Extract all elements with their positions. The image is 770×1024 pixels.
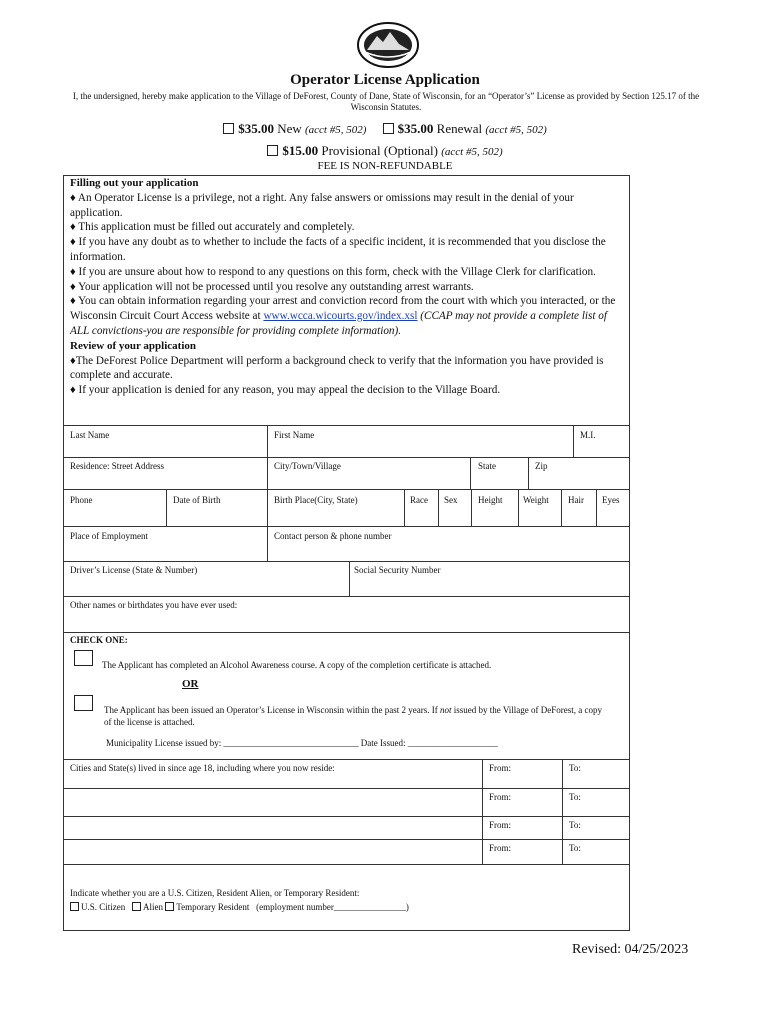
village-of-deforest-seal-icon bbox=[357, 22, 419, 68]
ssn-label: Social Security Number bbox=[354, 565, 441, 575]
alien-checkbox[interactable] bbox=[132, 902, 141, 911]
village-logo bbox=[357, 22, 419, 68]
instruction-2: ♦ This application must be filled out accurately and completely. bbox=[70, 221, 355, 234]
citizen-options bbox=[70, 902, 409, 912]
prior-license-not: not bbox=[439, 705, 452, 715]
fee-nonrefundable: FEE IS NON-REFUNDABLE bbox=[317, 160, 453, 172]
state-label: State bbox=[478, 461, 496, 471]
employment-number: (employment number________________) bbox=[256, 902, 409, 912]
instruction-4: ♦ If you are unsure about how to respond to any questions on this form, check with the Village Clerk for clarification. bbox=[70, 265, 596, 278]
alien-label: Alien bbox=[143, 902, 163, 912]
prior-license-text-a: The Applicant has been issued an Operator’s License in Wisconsin within the past 2 years. If bbox=[104, 705, 440, 715]
birth-place-label: Birth Place(City, State) bbox=[274, 495, 358, 505]
first-name-label: First Name bbox=[274, 430, 315, 440]
mi-label: M.I. bbox=[580, 430, 596, 440]
instruction-6-note: (CCAP may not provide a complete list of ALL convictions-you are responsible for providing complete information). bbox=[70, 310, 607, 337]
instruction-6-text: ♦ You can obtain information regarding your arrest and conviction record from the court with which you interacted, or the Wisconsin Circuit Court Access website at bbox=[70, 295, 616, 323]
instructions-heading-1: Filling out your application bbox=[70, 177, 199, 189]
hair-label: Hair bbox=[568, 495, 584, 505]
from-label-4: From: bbox=[489, 843, 512, 853]
new-acct: (acct #5, 502) bbox=[305, 124, 367, 136]
new-amount: $35.00 bbox=[238, 121, 274, 136]
instructions-heading-2: Review of your application bbox=[70, 339, 196, 352]
prov-amount: $15.00 bbox=[282, 143, 319, 158]
us-citizen-label: U.S. Citizen bbox=[81, 902, 126, 912]
us-citizen-checkbox[interactable] bbox=[70, 902, 79, 911]
from-label-3: From: bbox=[489, 820, 512, 830]
temp-resident-label: Temporary Resident bbox=[176, 902, 250, 912]
last-name-label: Last Name bbox=[70, 430, 110, 440]
instruction-3: ♦ If you have any doubt as to whether to include the facts of a specific incident, it is recommended that you disclose the information. bbox=[70, 236, 606, 263]
from-label-2: From: bbox=[489, 792, 512, 802]
revised-date: Revised: 04/25/2023 bbox=[572, 942, 689, 957]
residence-label: Cities and State(s) lived in since age 18, including where you now reside: bbox=[70, 763, 335, 773]
page-title: Operator License Application bbox=[290, 72, 480, 88]
new-checkbox[interactable] bbox=[223, 123, 234, 134]
renewal-acct: (acct #5, 502) bbox=[485, 124, 547, 136]
provisional-checkbox[interactable] bbox=[267, 145, 278, 156]
temp-resident-checkbox[interactable] bbox=[165, 902, 174, 911]
alcohol-course-checkbox[interactable] bbox=[74, 650, 93, 666]
sex-label: Sex bbox=[444, 495, 458, 505]
intro-text: I, the undersigned, hereby make application to the Village of DeForest, County of Dane, State of Wisconsin, for an “Operator’s” License as provided by Section 125.17 of the Wisconsin Statutes. bbox=[72, 91, 700, 112]
prior-license-checkbox[interactable] bbox=[74, 695, 93, 711]
phone-label: Phone bbox=[70, 495, 93, 505]
renewal-amount: $35.00 bbox=[397, 121, 434, 136]
ccap-link[interactable]: www.wcca.wicourts.gov/index.xsl bbox=[263, 310, 418, 323]
prior-license-text-b: issued by the Village of DeForest, a copy of the license is attached. bbox=[104, 705, 603, 727]
instruction-6 bbox=[70, 294, 626, 338]
fee-row-1 bbox=[0, 121, 770, 137]
from-label-1: From: bbox=[489, 763, 512, 773]
weight-label: Weight bbox=[523, 495, 549, 505]
renewal-checkbox[interactable] bbox=[383, 123, 394, 134]
renewal-label: Renewal bbox=[436, 121, 483, 136]
instructions bbox=[70, 176, 626, 398]
new-label: New bbox=[277, 121, 302, 136]
dob-label: Date of Birth bbox=[173, 495, 221, 505]
address-label: Residence: Street Address bbox=[70, 461, 164, 471]
zip-label: Zip bbox=[535, 461, 548, 471]
check-one-heading: CHECK ONE: bbox=[70, 635, 128, 645]
height-label: Height bbox=[478, 495, 503, 505]
or-label: OR bbox=[182, 678, 199, 690]
to-label-1: To: bbox=[569, 763, 581, 773]
to-label-2: To: bbox=[569, 792, 581, 802]
other-names-label: Other names or birthdates you have ever used: bbox=[70, 600, 238, 610]
contact-label: Contact person & phone number bbox=[274, 531, 392, 541]
instruction-7: ♦The DeForest Police Department will perform a background check to verify that the information you have provided is complete and accurate. bbox=[70, 354, 604, 382]
license-label: Driver’s License (State & Number) bbox=[70, 565, 198, 575]
instruction-1: ♦ An Operator License is a privilege, not a right. Any false answers or omissions may result in the denial of your application. bbox=[70, 191, 574, 219]
to-label-4: To: bbox=[569, 843, 581, 853]
prov-label: Provisional (Optional) bbox=[321, 143, 438, 158]
prov-acct: (acct #5, 502) bbox=[441, 146, 503, 158]
eyes-label: Eyes bbox=[602, 495, 620, 505]
citizen-question: Indicate whether you are a U.S. Citizen, Resident Alien, or Temporary Resident: bbox=[70, 888, 360, 898]
alcohol-course-text: The Applicant has completed an Alcohol Awareness course. A copy of the completion certificate is attached. bbox=[102, 660, 492, 670]
municipality-line: Municipality License issued by: ______________________________ Date Issued: ____________________ bbox=[106, 738, 498, 748]
instruction-5: ♦ Your application will not be processed until you resolve any outstanding arrest warrants. bbox=[70, 280, 474, 293]
fee-row-2 bbox=[0, 143, 770, 159]
race-label: Race bbox=[410, 495, 428, 505]
employment-label: Place of Employment bbox=[70, 531, 148, 541]
instruction-8: ♦ If your application is denied for any reason, you may appeal the decision to the Village Board. bbox=[70, 384, 501, 397]
prior-license-text bbox=[104, 704, 604, 728]
city-label: City/Town/Village bbox=[274, 461, 341, 471]
to-label-3: To: bbox=[569, 820, 581, 830]
